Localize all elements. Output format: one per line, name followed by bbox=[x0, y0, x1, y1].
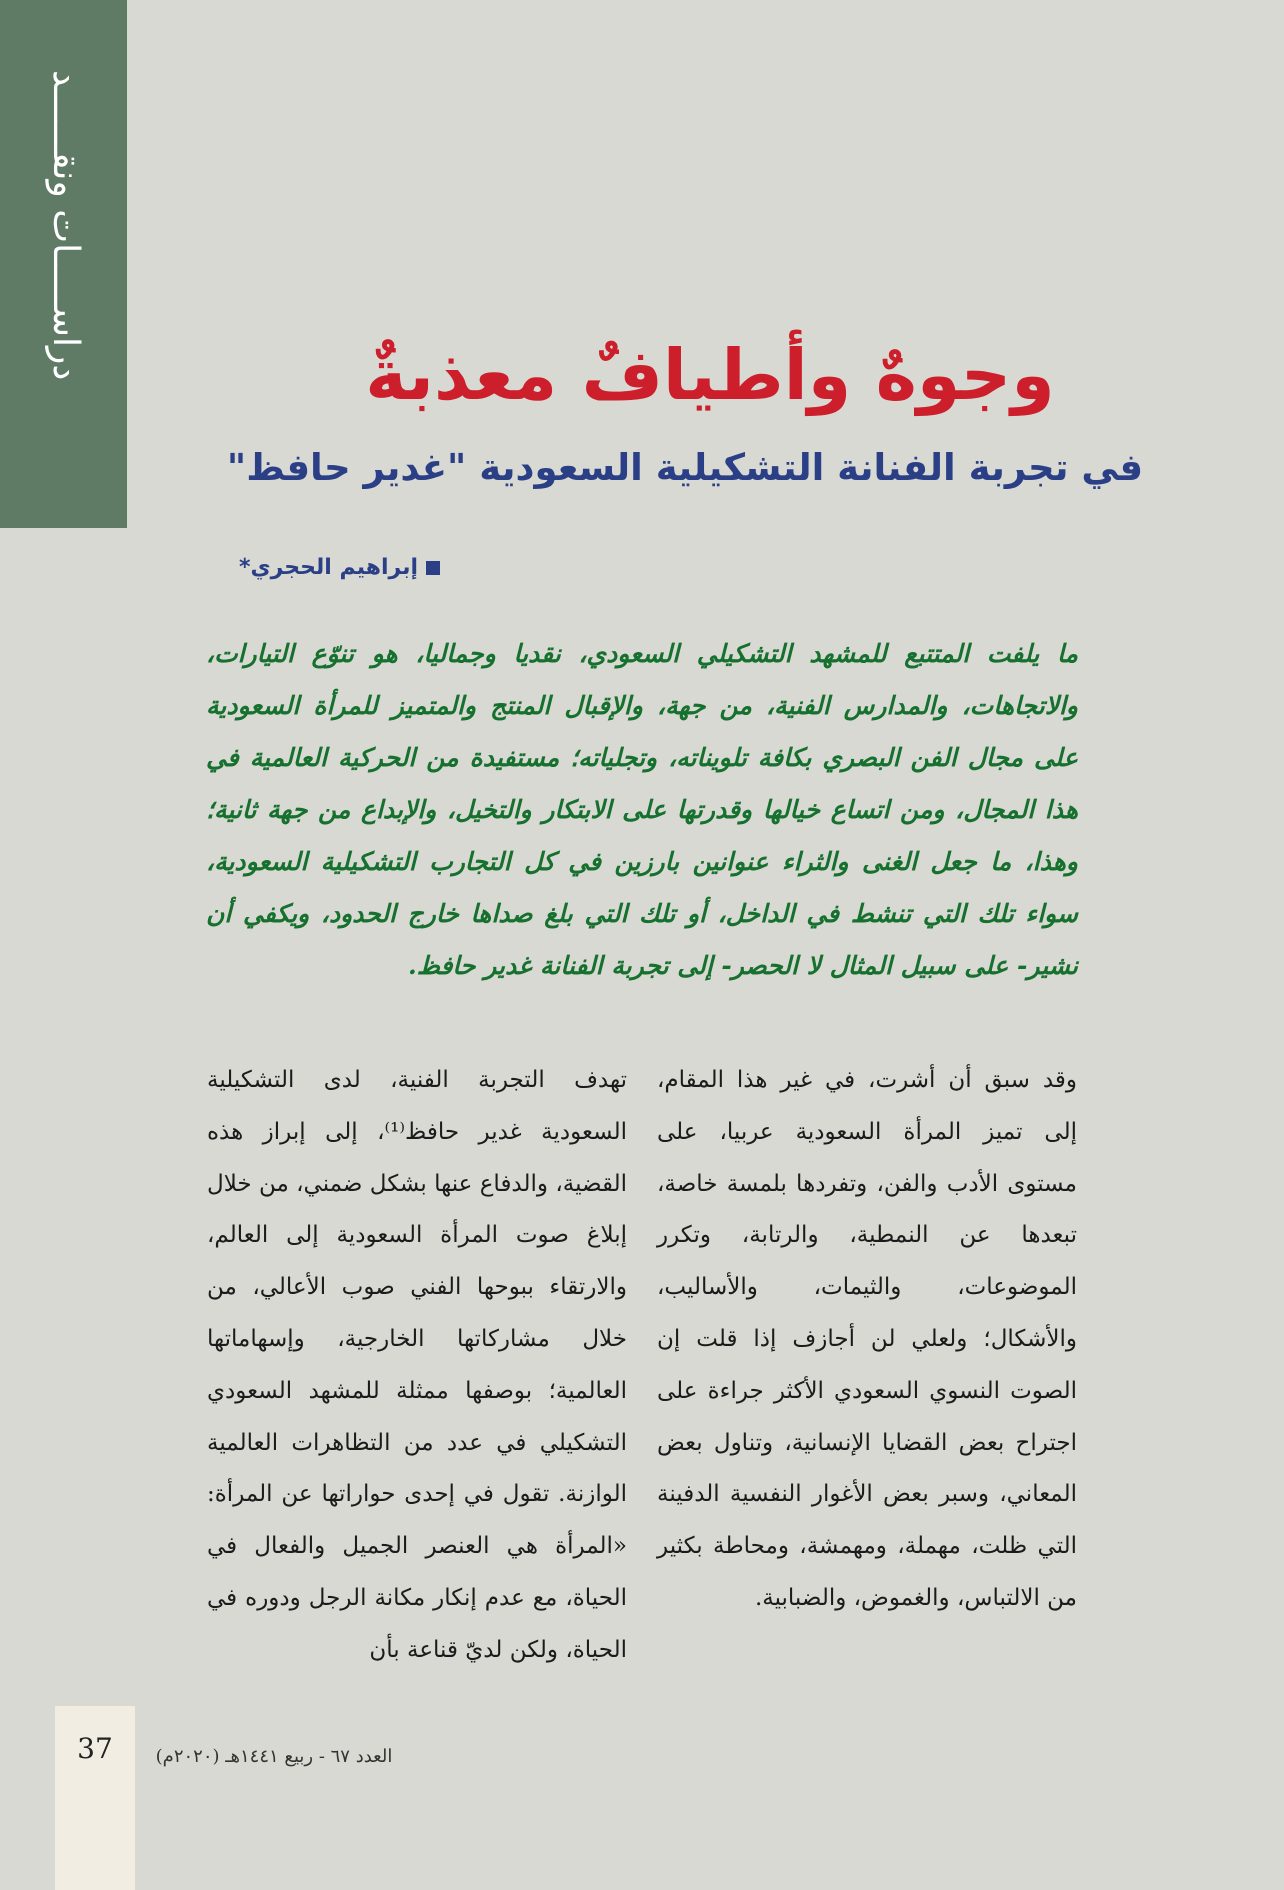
body-column-right: وقد سبق أن أشرت، في غير هذا المقام، إلى تميز المرأة السعودية عربيا، على مستوى الأدب والفن، وتفردها بلمسة خاصة، تبعدها عن النمطية، والرتابة، وتكرر الموضوعات، والثيمات، والأساليب، والأشكال؛ ولعلي لن أجازف إذا قلت إن الصوت النسوي السعودي الأكثر جراءة على اجتراح بعض القضايا الإنسانية، وتناول بعض المعاني، وسبر بعض الأغوار النفسية الدفينة التي ظلت، مهملة، ومهمشة، ومحاطة بكثير من الالتباس، والغموض، والضبابية. bbox=[657, 1067, 1077, 1611]
page-number: 37 bbox=[77, 1732, 113, 1765]
section-label: دراســـــات ونقــــــد bbox=[45, 70, 86, 381]
author-line bbox=[200, 546, 440, 590]
body-column-left: تهدف التجربة الفنية، لدى التشكيلية السعودية غدير حافظ⁽¹⁾، إلى إبراز هذه القضية، والدفاع عنها بشكل ضمني، من خلال إبلاغ صوت المرأة السعودية إلى العالم، والارتقاء ببوحها الفني صوب الأعالي، من خلال مشاركاتها الخارجية، وإسهاماتها العالمية؛ بوصفها ممثلة للمشهد السعودي التشكيلي في عدد من التظاهرات العالمية الوازنة. تقول في إحدى حواراتها عن المرأة: «المرأة هي العنصر الجميل والفعال في الحياة، مع عدم إنكار مكانة الرجل ودوره في الحياة، ولكن لديّ قناعة بأن bbox=[207, 1067, 627, 1663]
author-name: إبراهيم الحجري* bbox=[238, 555, 418, 580]
article-title: وجوهٌ وأطيافٌ معذبةٌ bbox=[365, 334, 1055, 416]
intro-paragraph: ما يلفت المتتبع للمشهد التشكيلي السعودي، نقديا وجماليا، هو تنوّع التيارات، والاتجاهات، والمدارس الفنية، من جهة، والإقبال المنتج والمتميز للمرأة السعودية على مجال الفن البصري بكافة تلويناته، وتجلياته؛ مستفيدة من الحركية العالمية في هذا المجال، ومن اتساع خيالها وقدرتها على الابتكار والتخيل، والإبداع من جهة ثانية؛ وهذا، ما جعل الغنى والثراء عنوانين بارزين في كل التجارب التشكيلية السعودية، سواء تلك التي تنشط في الداخل، أو تلك التي بلغ صداها خارج الحدود، ويكفي أن نشير- على سبيل المثال لا الحصر- إلى تجربة الفنانة غدير حافظ. bbox=[206, 639, 1078, 980]
issue-footer: العدد ٦٧ - ربيع ١٤٤١هـ (٢٠٢٠م) bbox=[155, 1746, 393, 1767]
author-bullet-icon bbox=[426, 561, 440, 575]
article-subtitle: في تجربة الفنانة التشكيلية السعودية "غدير حافظ" bbox=[226, 446, 1144, 489]
